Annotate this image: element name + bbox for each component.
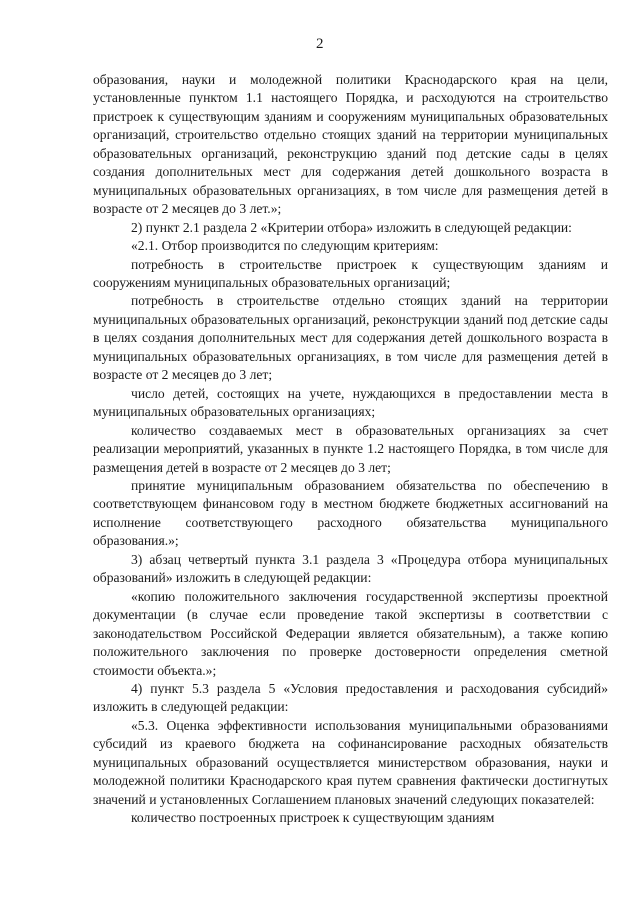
paragraph: «5.3. Оценка эффективности использования муниципальными образованиями субсидий из краевого бюджета на софинансирование расходных обязательств муниципальных образований осуществляется министерством образования, науки и молодежной политики Краснодарского края путем сравнения фактически достигнутых значений и установленных Соглашением плановых значений следующих показателей: bbox=[93, 717, 608, 807]
paragraph: потребность в строительстве пристроек к существующим зданиям и сооружениям муниципальных образовательных организаций; bbox=[93, 256, 608, 290]
paragraph: количество создаваемых мест в образовательных организациях за счет реализации мероприятий, указанных в пункте 1.2 настоящего Порядка, в том числе для размещения детей в возрасте от 2 месяцев до 3 лет; bbox=[93, 422, 608, 475]
paragraph: образования, науки и молодежной политики Краснодарского края на цели, установленные пунктом 1.1 настоящего Порядка, и расходуются на строительство пристроек к существующим зданиям и сооружениям муниципальных образовательных организаций, строительство отдельно стоящих зданий на территории муниципальных образовательных организаций, реконструкцию зданий под детские сады в целях создания дополнительных мест для содержания детей дошкольного возраста в муниципальных образовательных организациях, в том числе для размещения детей в возрасте от 2 месяцев до 3 лет.»; bbox=[93, 72, 608, 217]
paragraph: «2.1. Отбор производится по следующим критериям: bbox=[131, 238, 439, 254]
page-number: 2 bbox=[316, 36, 324, 52]
paragraph: «копию положительного заключения государственной экспертизы проектной документации (в случае если проведение такой экспертизы в соответствии с законодательством Российской Федерации является обязательным), а также копию положительного заключения по проверке достоверности определения сметной стоимости объекта.»; bbox=[93, 588, 608, 678]
paragraph: принятие муниципальным образованием обязательства по обеспечению в соответствующем финансовом году в местном бюджете бюджетных ассигнований на исполнение соответствующего расходного обязательства муниципального образования.»; bbox=[93, 477, 608, 549]
paragraph: потребность в строительстве отдельно стоящих зданий на территории муниципальных образовательных организаций, реконструкции зданий под детские сады в целях создания дополнительных мест для содержания детей дошкольного возраста в муниципальных образовательных организациях, в том числе для размещения детей в возрасте от 2 месяцев до 3 лет; bbox=[93, 293, 608, 383]
paragraph: 3) абзац четвертый пункта 3.1 раздела 3 «Процедура отбора муниципальных образований» изложить в следующей редакции: bbox=[93, 551, 608, 586]
document-body bbox=[93, 71, 608, 828]
paragraph: количество построенных пристроек к существующим зданиям bbox=[131, 810, 495, 826]
paragraph: число детей, состоящих на учете, нуждающихся в предоставлении места в муниципальных образовательных организациях; bbox=[93, 385, 608, 420]
paragraph: 4) пункт 5.3 раздела 5 «Условия предоставления и расходования субсидий» изложить в следующей редакции: bbox=[93, 680, 608, 715]
paragraph: 2) пункт 2.1 раздела 2 «Критерии отбора» изложить в следующей редакции: bbox=[131, 219, 572, 235]
